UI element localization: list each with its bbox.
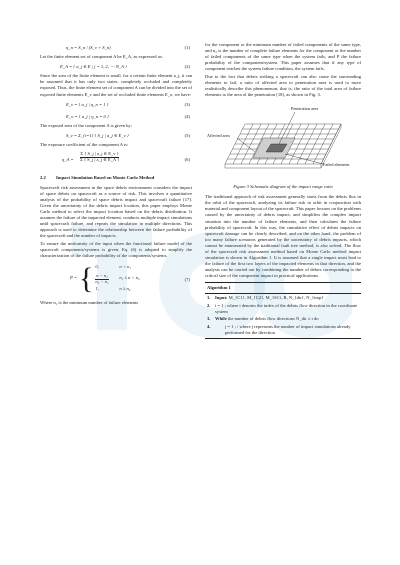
- paragraph: To ensure the uniformity of the input when the functional failure model of the spacecraft components/systems is given, Eq. (6) is adopted to simplify the characterization of the failure probability of the components/systems.: [40, 240, 192, 258]
- algorithm-step: [205, 301, 361, 315]
- step-keyword: Input:: [215, 295, 228, 301]
- algorithm-step: [205, 294, 361, 302]
- equation-5: S_v = Σ_{i=1} { S_j | a_j ∈ E_v } (5): [66, 133, 190, 139]
- step-text: Input: M_{C1}, M_{C2}, M_{S1}, R, N_{dir}, N_{imp}: [215, 295, 324, 301]
- paragraph: Spacecraft risk assessment in the space debris environment considers the impact of space debris on spacecraft as a source of risk. This involves a quantitative analysis of the probability of space debris impact and spacecraft failure [17]. Given the uncertainty of the debris impact location, this paper employs Monte Carlo method to select the impact location based on the debris distribution. It assumes the failure of the impacted element, conducts multiple impact simulations until spacecraft failure, and repeats the simulation in multiple directions. This approach is used to determine the relationship between the failure probability of the spacecraft and the number of impacts.: [40, 184, 192, 239]
- figure-caption: Figure 3 Schematic diagram of the impact range ratio: [233, 184, 333, 190]
- equation-3: E_v = { a_j | η_n = 1 } (3): [66, 101, 190, 107]
- paragraph: Where n₁ is the minimum number of failure elements: [40, 300, 139, 305]
- step-text: While the number of debris flow directions N_dir ≥ i do: [215, 316, 319, 322]
- section-heading: 2.2 Impact Simulation Based on Monte Carlo Method: [40, 175, 155, 181]
- grid-diagram: [205, 102, 361, 182]
- step-number: 1.: [207, 295, 211, 301]
- step-text: i = 1 ; where i denotes the index of the debris flow direction in the coordinate system: [215, 302, 358, 314]
- equation-1: η_n = S_n / (S_v + S_n) (1): [66, 45, 190, 50]
- algorithm-title: Algorithm 1: [205, 284, 361, 293]
- step-number: 2.: [207, 302, 211, 308]
- paragraph: Since the area of the finite element is small, for a certain finite element a_j, it can be assumed that it has only two states: completely occluded and completely exposed. Thus, the finite element set of component A can be divided into the set of exposed finite elements E_v and the set of occluded finite elements E_o, we have:: [40, 73, 192, 97]
- leader-line: [237, 138, 255, 152]
- label-penetration: Penetration area: [291, 106, 319, 112]
- algorithm-steps: [205, 294, 361, 337]
- step-keyword: While: [215, 316, 227, 322]
- label-failed: Failed elements: [323, 162, 350, 168]
- paragraph: The exposure coefficient of the component A is:: [40, 142, 129, 148]
- algorithm-step: [205, 322, 361, 336]
- right-column: [205, 42, 361, 339]
- paragraph: Due to the fact that debris striking a spacecraft can also cause the surrounding elements to fail, a ratio of affected area to penetration area is used to more realistically describe this phenomenon, that is, the ratio of the total area of failure elements to the area of the penetration [18], as shown in Fig. 3.: [205, 73, 361, 97]
- algorithm-step: [205, 315, 361, 323]
- step-text: j = 1 ; / where j represents the number of impact simulations already performed for the direction: [225, 323, 351, 335]
- label-affected: Affected area: [207, 133, 230, 139]
- paragraph: for the component or the minimum number of failed components of the same type, and n₂ is the number of complete failure elements for the component or the number of failed components of the same type when the system fails, and P the failure probability of the component/system. This paper assumes that if any type of component reaches the system failure condition, the system fails.: [205, 42, 361, 72]
- step-number: 3.: [207, 316, 211, 322]
- left-column: [40, 42, 192, 307]
- paragraph: The exposed area of the component A is given by:: [40, 122, 132, 128]
- equation-6: η_A = $\frac{\Sigma \{ S\_j | a\_j \in E\_v \}}{\Sigma \{ S\_j | a\_j \in E\_A \}}$ (6): [62, 151, 190, 163]
- paragraph: The traditional approach of risk assessment generally starts from the debris flux in the orbit of the spacecraft, analyzing its failure risk in orbit in conjunction with material and component layout of the spacecraft. This paper focuses on the problems caused by the uncertainty of debris impact, and simplifies the complex impact situation into the number of failure elements, and then calculates the failure probability of spacecraft. In this way, the cumulative effect of debris impacts on spacecraft damage can be clearly described, and on the other hand, the problem of too many failure scenarios generated by the uncertainty of debris impacts, which cannot be enumerated by the traditional fault tree method, is also solved. The flow of the spacecraft risk assessment method based on Monte Carlo method impact simulation is shown in Algorithm 1. It is assumed that a single impact must lead to the failure of the first two layers of the impacted elements in that direction, and the analysis can be carried out by combining the number of debris corresponding to the critical size of the component impact in practical applications.: [205, 194, 361, 279]
- equation-7: P = { 0, n < n₁ $\frac{\text{n − n₁}}{\text{n₂ − n₁}}$ n₁ ≤ n < n₂ 1, n ≥ n₂ (7): [70, 261, 190, 295]
- algorithm-box: [205, 282, 361, 339]
- figure-impact-range: [205, 102, 361, 182]
- paragraph: Let the finite element set of component A be E_A, as expressed as:: [40, 54, 163, 59]
- equation-2: E_A = { a_j ∈ E | j = 1, 2, ⋯ N_A } (2): [60, 64, 190, 70]
- step-number: 4.: [207, 323, 211, 329]
- equation-4: E_o = { a_j | η_n = 0 } (4): [66, 113, 190, 119]
